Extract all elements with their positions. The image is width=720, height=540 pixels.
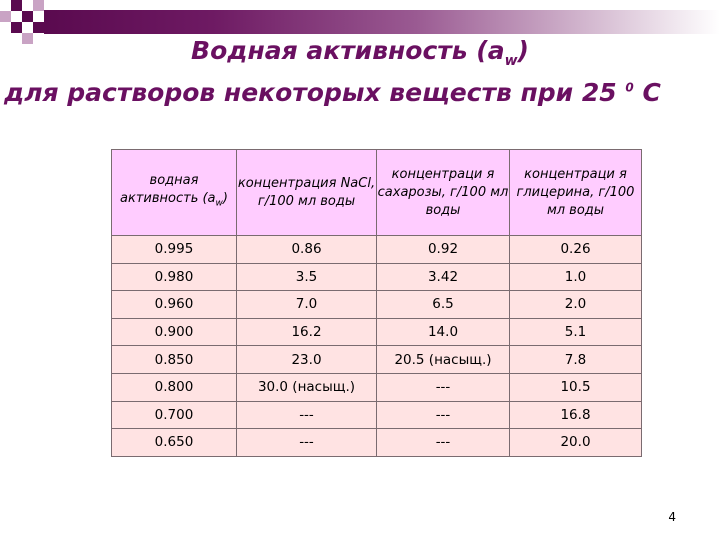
deco-gradient-bar	[44, 10, 720, 34]
table-cell: ---	[377, 429, 510, 457]
table-cell: ---	[377, 373, 510, 401]
deco-square	[33, 22, 44, 33]
table-row	[112, 401, 642, 429]
table-cell: 0.700	[112, 401, 237, 429]
table-header-row	[112, 150, 642, 236]
table-cell: 7.0	[237, 291, 377, 319]
table-row	[112, 346, 642, 374]
table-cell: 5.1	[510, 318, 642, 346]
table-cell: 0.980	[112, 263, 237, 291]
table-cell: 3.42	[377, 263, 510, 291]
table-cell: 0.800	[112, 373, 237, 401]
table-cell: 1.0	[510, 263, 642, 291]
table-cell: 0.650	[112, 429, 237, 457]
table-cell: 30.0 (насыщ.)	[237, 373, 377, 401]
table-body	[112, 236, 642, 457]
table-cell: 23.0	[237, 346, 377, 374]
table-cell: 2.0	[510, 291, 642, 319]
table-row	[112, 373, 642, 401]
table-cell: 20.0	[510, 429, 642, 457]
table-cell: 0.92	[377, 236, 510, 264]
water-activity-table	[111, 149, 642, 457]
deco-square	[22, 11, 33, 22]
header-nacl: концентрация NaCl, г/100 мл воды	[237, 150, 377, 236]
table-cell: 0.26	[510, 236, 642, 264]
table-cell: 10.5	[510, 373, 642, 401]
table-cell: 20.5 (насыщ.)	[377, 346, 510, 374]
table-cell: ---	[237, 429, 377, 457]
table-row	[112, 263, 642, 291]
table-cell: 0.86	[237, 236, 377, 264]
table-cell: 0.900	[112, 318, 237, 346]
deco-square	[33, 0, 44, 11]
page-number: 4	[668, 510, 676, 524]
deco-square	[11, 22, 22, 33]
table-cell: 16.8	[510, 401, 642, 429]
slide-title: Водная активность $(a_w)$	[191, 36, 529, 69]
header-sucrose: концентраци я сахарозы, г/100 мл воды	[377, 150, 510, 236]
table-cell: 16.2	[237, 318, 377, 346]
table-row	[112, 429, 642, 457]
table-cell: 3.5	[237, 263, 377, 291]
table-cell: ---	[377, 401, 510, 429]
deco-square	[0, 11, 11, 22]
table-cell: 0.960	[112, 291, 237, 319]
table-row	[112, 318, 642, 346]
header-water-activity: водная активность $(a_w)$	[112, 150, 237, 236]
slide-subtitle: для растворов некоторых веществ при 25 $^0$ С	[4, 78, 661, 107]
table-cell: 7.8	[510, 346, 642, 374]
table-row	[112, 291, 642, 319]
table-cell: 14.0	[377, 318, 510, 346]
table-cell: 0.995	[112, 236, 237, 264]
deco-square	[11, 0, 22, 11]
table-cell: 0.850	[112, 346, 237, 374]
table-row	[112, 236, 642, 264]
header-glycerol: концентраци я глицерина, г/100 мл воды	[510, 150, 642, 236]
table-cell: 6.5	[377, 291, 510, 319]
table-cell: ---	[237, 401, 377, 429]
